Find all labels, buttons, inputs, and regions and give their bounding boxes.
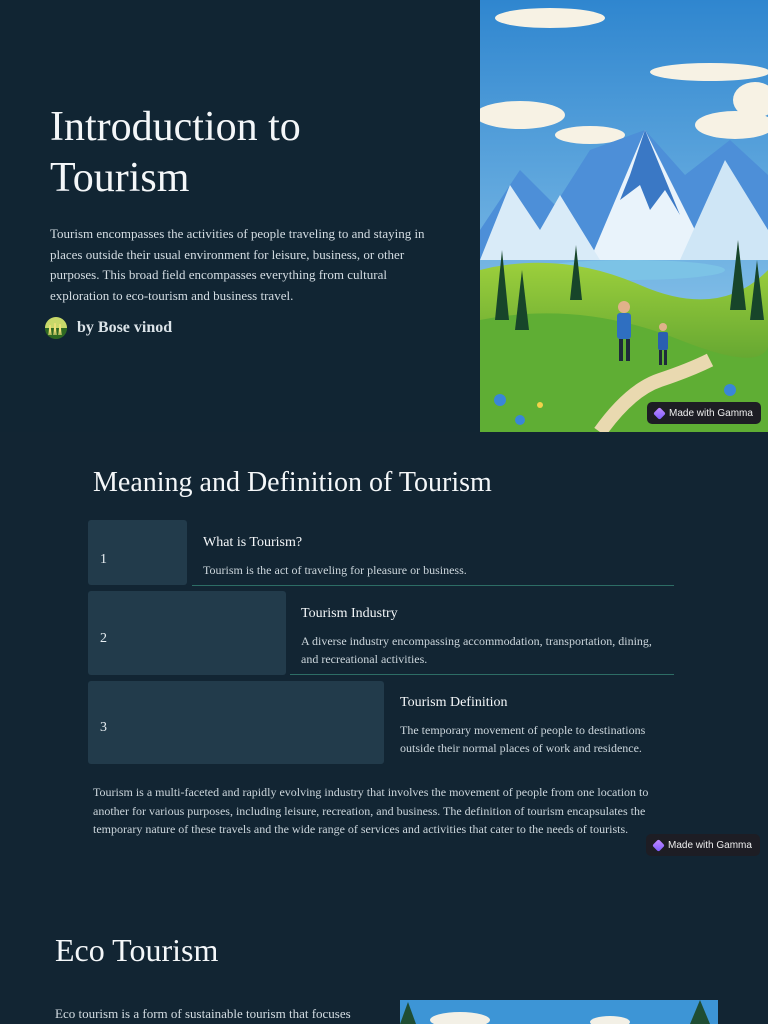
step-box-2	[88, 591, 286, 675]
step-title: Tourism Definition	[400, 695, 508, 710]
step-description: Tourism is the act of traveling for pleasure or business.	[203, 563, 467, 577]
meaning-title: Meaning and Definition of Tourism	[93, 467, 492, 498]
mountain-hikers-illustration	[480, 0, 768, 432]
meaning-summary: Tourism is a multi-faceted and rapidly evolving industry that involves the movement of people from one location to another for various purposes, including leisure, recreation, and business. The definition of tourism encapsulates the temporary nature of these travels and the wide range of services and activities that cater to the needs of tourists.	[93, 785, 649, 836]
intro-description: Tourism encompasses the activities of people traveling to and staying in places outside their usual environment for leisure, business, or other purposes. This broad field encompasses everything from cultural exploration to eco-tourism and business travel.	[50, 226, 425, 304]
step-box-1	[88, 520, 187, 585]
step-title: What is Tourism?	[203, 535, 303, 550]
step-divider	[192, 585, 674, 586]
eco-tourism-title: Eco Tourism	[55, 932, 219, 968]
gamma-logo-icon	[652, 839, 665, 852]
intro-title: Introduction to Tourism	[50, 104, 301, 201]
step-title: Tourism Industry	[301, 606, 398, 621]
step-description: The temporary movement of people to destinations outside their normal places of work and residence.	[400, 723, 646, 755]
gamma-logo-icon	[653, 407, 666, 420]
slide-meaning	[0, 432, 768, 864]
author-avatar	[45, 317, 67, 339]
step-number: 1	[100, 552, 107, 567]
author-name: by Bose vinod	[77, 319, 173, 336]
step-description: A diverse industry encompassing accommodation, transportation, dining, and recreational activities.	[301, 634, 652, 666]
eco-tourism-description: Eco tourism is a form of sustainable tourism that focuses	[55, 1006, 351, 1021]
eco-tourism-illustration	[400, 1000, 718, 1024]
slide-intro	[0, 0, 768, 432]
step-number: 3	[100, 720, 107, 735]
step-number: 2	[100, 631, 107, 646]
made-with-gamma-badge[interactable]: Made with Gamma	[646, 834, 760, 856]
step-divider	[290, 674, 674, 675]
step-box-3	[88, 681, 384, 764]
made-with-gamma-badge[interactable]: Made with Gamma	[647, 402, 761, 424]
author-row	[45, 317, 172, 339]
